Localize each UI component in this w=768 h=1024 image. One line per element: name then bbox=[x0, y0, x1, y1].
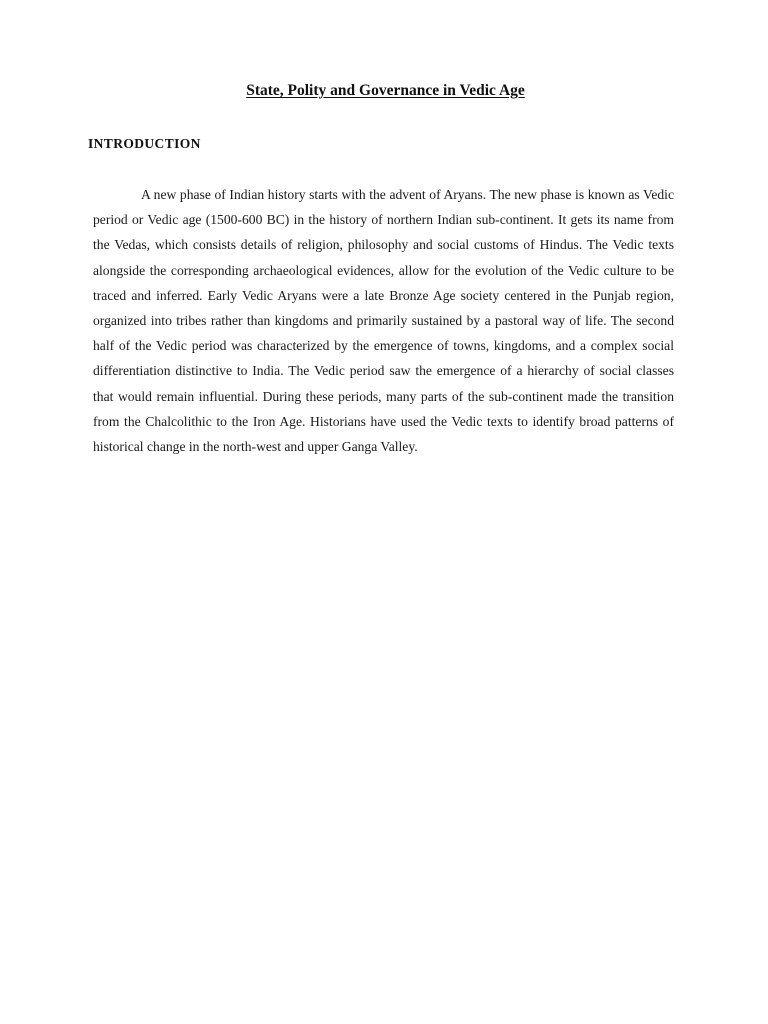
section-heading-introduction: INTRODUCTION bbox=[88, 136, 201, 151]
document-title: State, Polity and Governance in Vedic Age bbox=[246, 82, 525, 99]
introduction-paragraph: A new phase of Indian history starts with the advent of Aryans. The new phase is known as Vedic period or Vedic age (1500-600 BC) in the history of northern Indian sub-continent. It gets its name from the Vedas, which consists details of religion, philosophy and social customs of Hindus. The Vedic texts alongside the corresponding archaeological evidences, allow for the evolution of the Vedic culture to be traced and inferred. Early Vedic Aryans were a late Bronze Age society centered in the Punjab region, organized into tribes rather than kingdoms and primarily sustained by a pastoral way of life. The second half of the Vedic period was characterized by the emergence of towns, kingdoms, and a complex social differentiation distinctive to India. The Vedic period saw the emergence of a hierarchy of social classes that would remain influential. During these periods, many parts of the sub-continent made the transition from the Chalcolithic to the Iron Age. Historians have used the Vedic texts to identify broad patterns of historical change in the north-west and upper Ganga Valley. bbox=[93, 187, 674, 455]
